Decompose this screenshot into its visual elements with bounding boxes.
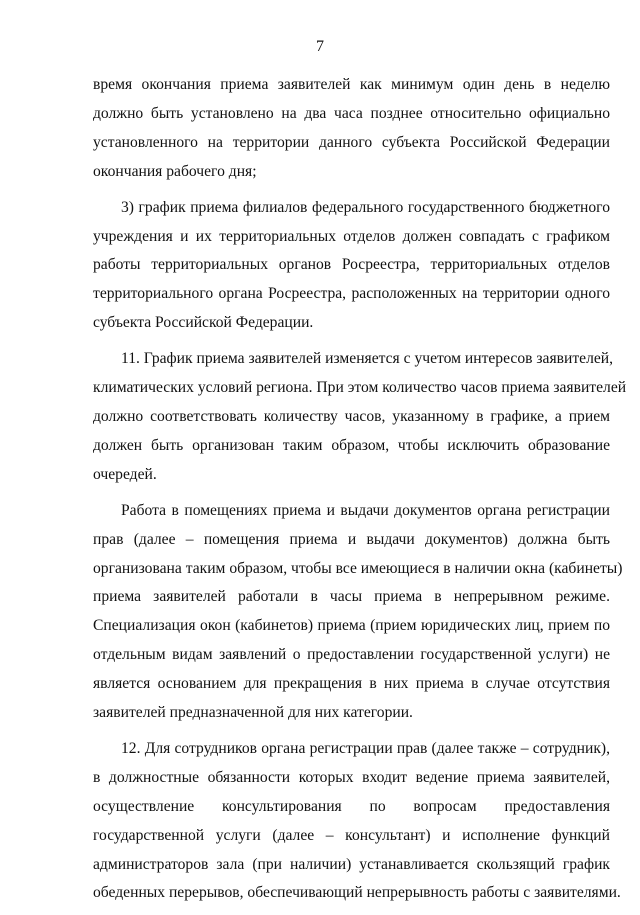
text-line: субъекта Российской Федерации. (93, 314, 314, 332)
text-line: установленного на территории данного субъекта Российской Федерации (93, 133, 610, 151)
text-line: в должностные обязанности которых входит ведение приема заявителей, (93, 768, 610, 786)
text-line: администраторов зала (при наличии) устанавливается скользящий график (93, 855, 610, 873)
text-line: 3) график приема филиалов федерального государственного бюджетного (121, 198, 610, 216)
text-line: обеденных перерывов, обеспечивающий непрерывность работы с заявителями. (93, 884, 621, 902)
text-line: 11. График приема заявителей изменяется с учетом интересов заявителей, (121, 350, 614, 368)
text-line: должно соответствовать количеству часов, указанному в графике, а прием (93, 407, 610, 425)
text-line: территориального органа Росреестра, расположенных на территории одного (93, 285, 610, 303)
paragraph-work-in-premises (93, 497, 623, 728)
text-line: отдельным видам заявлений о предоставлении государственной услуги) не (93, 646, 610, 664)
paragraph-item-11 (93, 345, 627, 490)
text-line: государственной услуги (далее – консультант) и исполнение функций (93, 826, 610, 844)
text-line: Работа в помещениях приема и выдачи документов органа регистрации (121, 501, 610, 519)
paragraph-item-3 (93, 194, 610, 339)
text-line: заявителей предназначенной для них категории. (93, 704, 413, 722)
text-line: организована таким образом, чтобы все имеющиеся в наличии окна (кабинеты) (93, 559, 623, 577)
text-line: осуществление консультирования по вопросам предоставления (93, 797, 610, 815)
text-line: приема заявителей работали в часы приема в непрерывном режиме. (93, 588, 610, 606)
document-body (93, 71, 627, 915)
page-number: 7 (316, 38, 324, 55)
paragraph-item-12 (93, 735, 621, 908)
text-line: окончания рабочего дня; (93, 162, 257, 180)
text-line: работы территориальных органов Росреестра, территориальных отделов (93, 256, 610, 274)
text-line: является основанием для прекращения в них приема в случае отсутствия (93, 675, 610, 693)
text-line: прав (далее – помещения приема и выдачи документов) должна быть (93, 530, 610, 548)
text-line: Специализация окон (кабинетов) приема (прием юридических лиц, прием по (93, 617, 610, 635)
text-line: учреждения и их территориальных отделов должен совпадать с графиком (93, 227, 610, 245)
paragraph-reception-end-time (93, 71, 610, 187)
text-line: должно быть установлено на два часа позднее относительно официально (93, 104, 610, 122)
text-line: время окончания приема заявителей как минимум один день в неделю (93, 76, 610, 93)
text-line: климатических условий региона. При этом количество часов приема заявителей (93, 379, 627, 397)
text-line: очередей. (93, 465, 157, 483)
text-line: должен быть организован таким образом, чтобы исключить образование (93, 436, 610, 454)
text-line: 12. Для сотрудников органа регистрации прав (далее также – сотрудник), (121, 739, 610, 757)
